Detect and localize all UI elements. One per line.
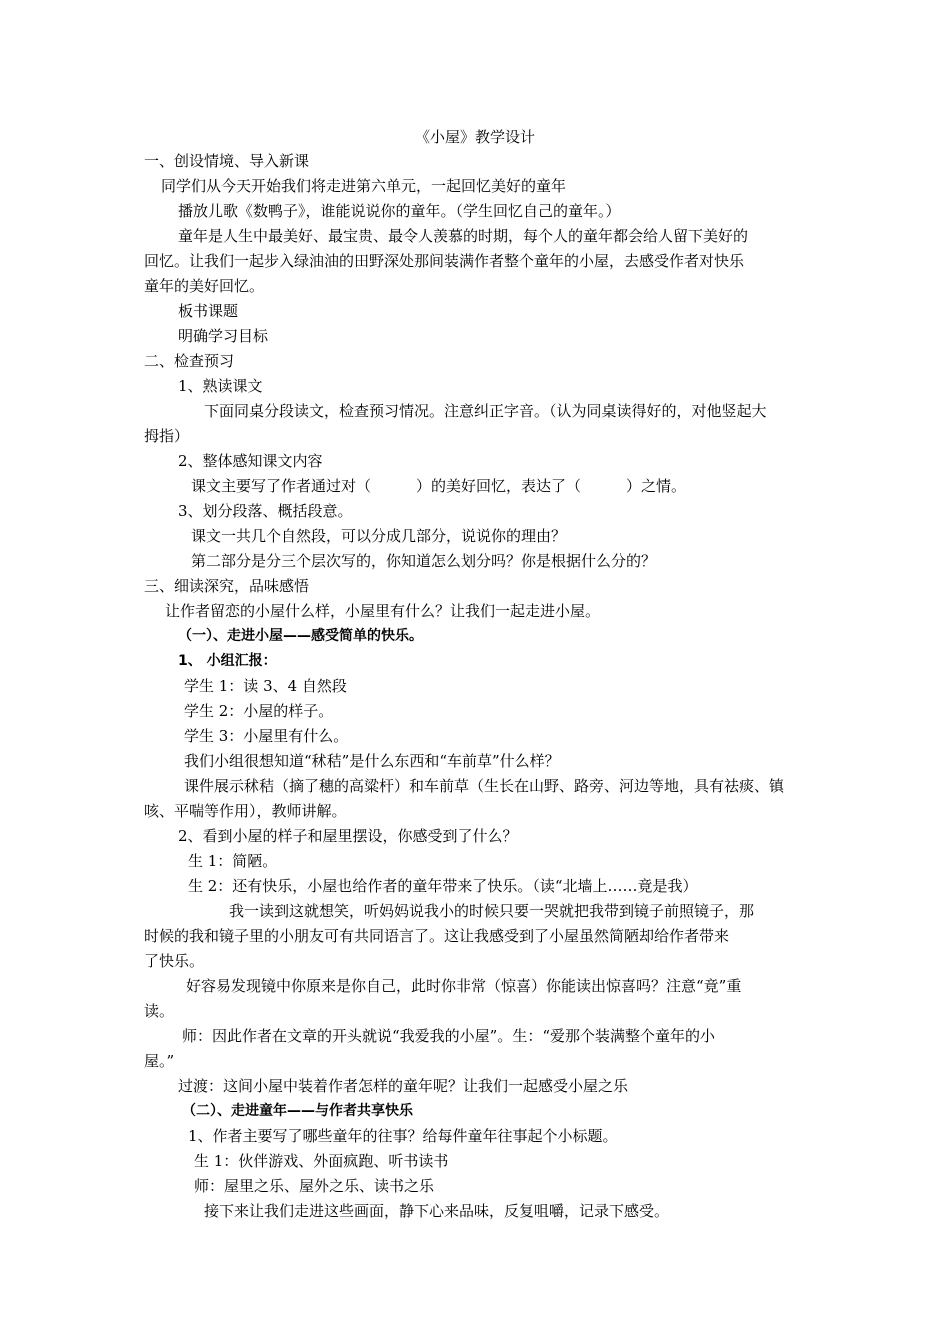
- paragraph-line: 播放儿歌《数鸭子》，谁能说说你的童年。（学生回忆自己的童年。）: [178, 202, 621, 220]
- paragraph-line: 童年是人生中最美好、最宝贵、最令人羡慕的时期，每个人的童年都会给人留下美好的: [178, 227, 749, 245]
- paragraph-line: 时候的我和镜子里的小朋友可有共同语言了。这让我感受到了小屋虽然简陋却给作者带来: [144, 927, 730, 945]
- subheading: 2、整体感知课文内容: [178, 452, 323, 470]
- subheading: 1、熟读课文: [178, 377, 263, 395]
- section-heading-3: 三、细读深究，品味感悟: [144, 577, 310, 595]
- paragraph-line: 咳、平喘等作用），教师讲解。: [144, 802, 347, 820]
- paragraph-line: 过渡：这间小屋中装着作者怎样的童年呢？让我们一起感受小屋之乐: [178, 1077, 629, 1095]
- bold-subheading: （一）、走进小屋——感受简单的快乐。: [178, 628, 423, 644]
- paragraph-line: 学生 3：小屋里有什么。: [184, 727, 349, 745]
- bold-subheading: （二）、走进童年——与作者共享快乐: [182, 1103, 413, 1119]
- paragraph-line: 回忆。让我们一起步入绿油油的田野深处那间装满作者整个童年的小屋，去感受作者对快乐: [144, 252, 745, 270]
- paragraph-line: 师：因此作者在文章的开头就说“我爱我的小屋”。生：“爱那个装满整个童年的小: [182, 1027, 716, 1045]
- document-title: 《小屋》教学设计: [414, 128, 535, 146]
- paragraph-line: 板书课题: [178, 302, 239, 320]
- paragraph-line: 同学们从今天开始我们将走进第六单元，一起回忆美好的童年: [161, 177, 567, 195]
- paragraph-line: 生 1：简陋。: [188, 852, 278, 870]
- paragraph-line: 我一读到这就想笑，听妈妈说我小的时候只要一哭就把我带到镜子前照镜子，那: [229, 902, 755, 920]
- paragraph-line: 学生 1：读 3、4 自然段: [184, 677, 347, 695]
- paragraph-line: 让作者留恋的小屋什么样，小屋里有什么？让我们一起走进小屋。: [165, 602, 601, 620]
- paragraph-line: 1、作者主要写了哪些童年的往事？给每件童年往事起个小标题。: [188, 1127, 618, 1145]
- paragraph-line: 课文主要写了作者通过对（ ）的美好回忆，表达了（ ）之情。: [191, 477, 687, 495]
- paragraph-line: 生 2：还有快乐，小屋也给作者的童年带来了快乐。（读“北墙上……竟是我）: [188, 877, 698, 895]
- paragraph-line: 下面同桌分段读文，检查预习情况。注意纠正字音。（认为同桌读得好的，对他竖起大: [204, 402, 767, 420]
- paragraph-line: 了快乐。: [144, 952, 205, 970]
- paragraph-line: 生 1：伙伴游戏、外面疯跑、听书读书: [194, 1152, 449, 1170]
- paragraph-line: 明确学习目标: [178, 327, 269, 345]
- section-heading-2: 二、检查预习: [144, 352, 235, 370]
- paragraph-line: 我们小组很想知道“秫秸”是什么东西和“车前草”什么样？: [184, 752, 560, 770]
- bold-subheading: 1、 小组汇报：: [178, 653, 277, 669]
- paragraph-line: 好容易发现镜中你原来是你自己，此时你非常（惊喜）你能读出惊喜吗？注意“竟”重: [186, 977, 742, 995]
- section-heading-1: 一、创设情境、导入新课: [144, 152, 310, 170]
- paragraph-line: 童年的美好回忆。: [144, 277, 265, 295]
- paragraph-line: 拇指）: [144, 427, 190, 445]
- paragraph-line: 屋。”: [144, 1052, 175, 1070]
- paragraph-line: 课件展示秫秸（摘了穗的高粱杆）和车前草（生长在山野、路旁、河边等地，具有祛痰、镇: [184, 777, 785, 795]
- paragraph-line: 课文一共几个自然段，可以分成几部分，说说你的理由？: [191, 527, 567, 545]
- subheading: 3、划分段落、概括段意。: [178, 502, 353, 520]
- paragraph-line: 学生 2：小屋的样子。: [184, 702, 334, 720]
- paragraph-line: 第二部分是分三个层次写的，你知道怎么划分吗？你是根据什么分的？: [191, 552, 657, 570]
- paragraph-line: 师：屋里之乐、屋外之乐、读书之乐: [194, 1177, 435, 1195]
- paragraph-line: 2、看到小屋的样子和屋里摆设，你感受到了什么？: [178, 827, 518, 845]
- paragraph-line: 接下来让我们走进这些画面，静下心来品味，反复咀嚼，记录下感受。: [204, 1202, 670, 1220]
- paragraph-line: 读。: [144, 1002, 175, 1020]
